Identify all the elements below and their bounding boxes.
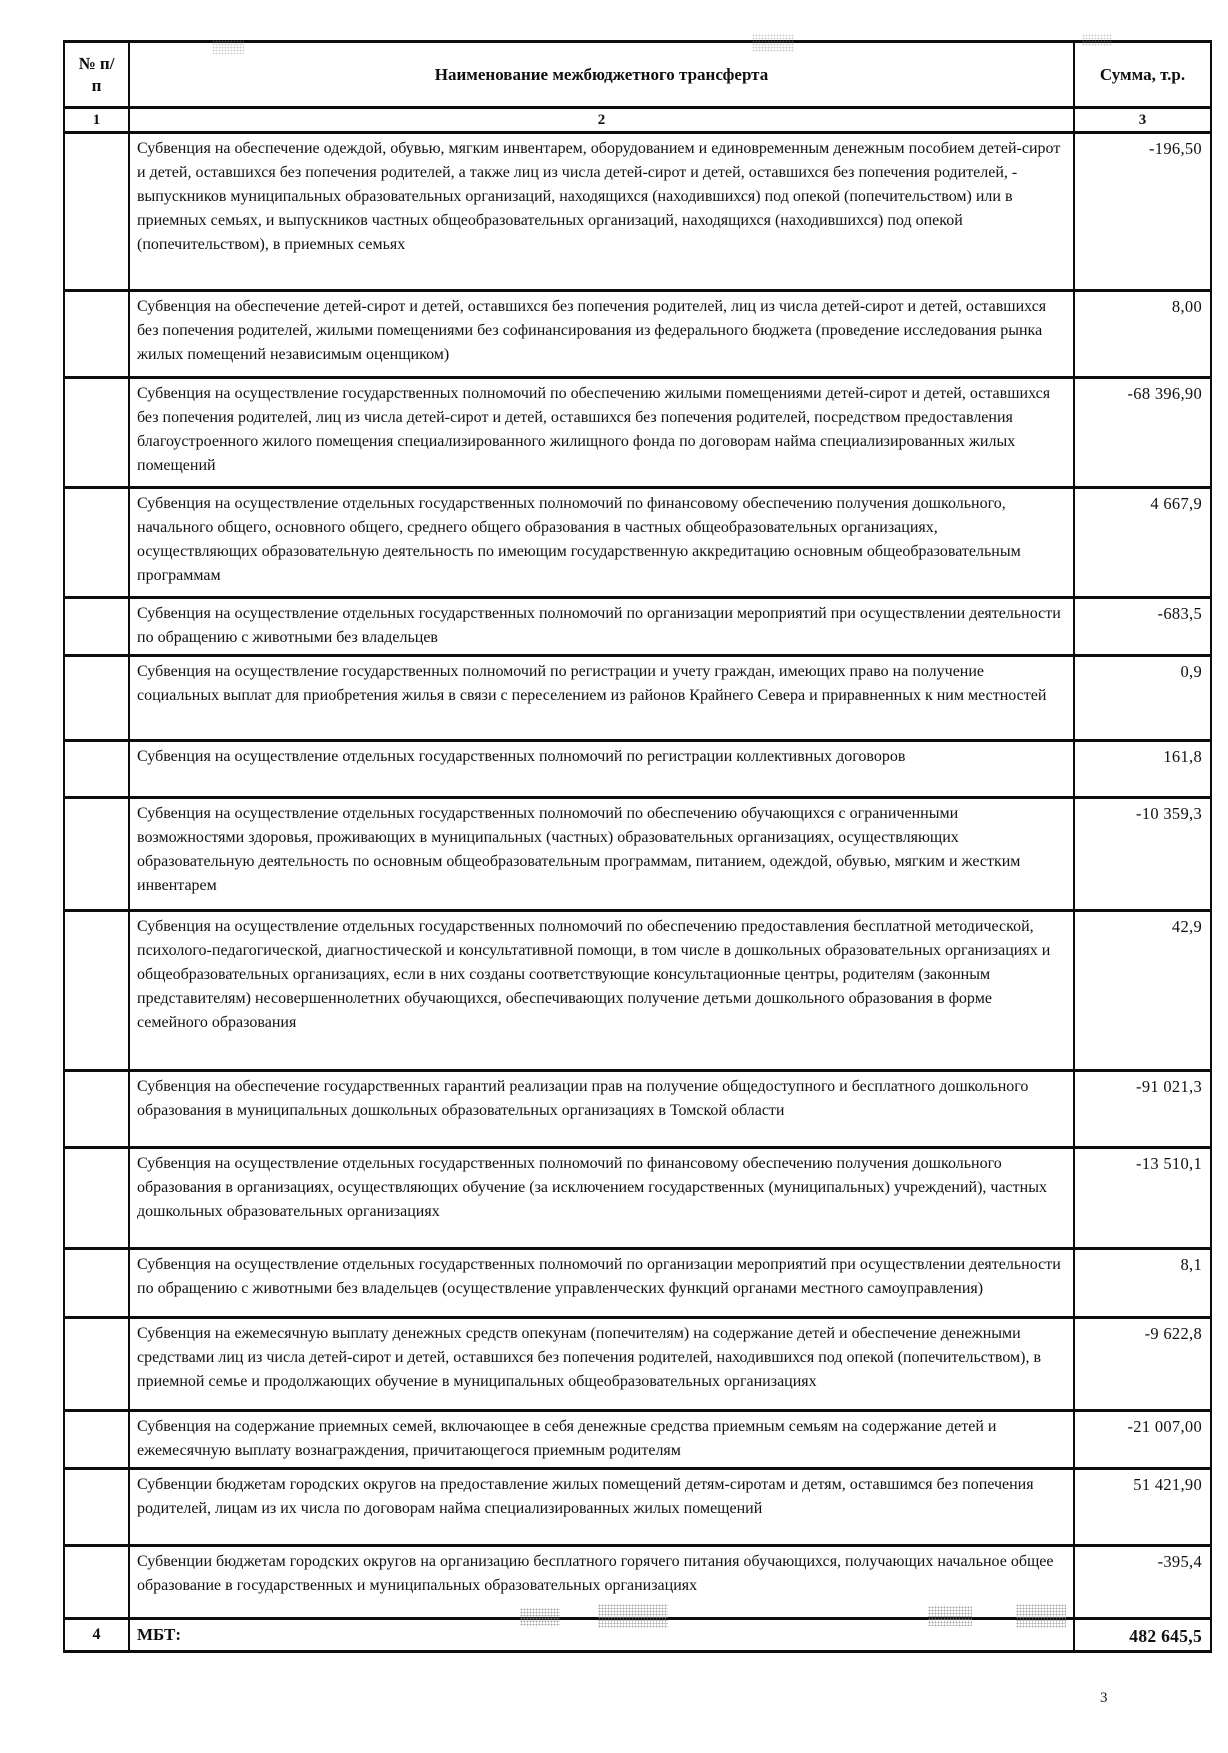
index-cell-3: 3 [1074, 108, 1211, 133]
index-cell-2: 2 [129, 108, 1074, 133]
amount-cell [1074, 1619, 1211, 1652]
transfer-name-cell [129, 378, 1074, 488]
transfer-name: Субвенции бюджетам городских округов на организацию бесплатного горячего питания обучающихся, получающих начальное общее образование в государственных и муниципальных образовательных организациях [137, 1553, 1054, 1594]
amount-value: 8,00 [1171, 297, 1202, 316]
transfer-name-cell [129, 291, 1074, 378]
transfer-name: Субвенция на осуществление отдельных государственных полномочий по регистрации коллективных договоров [137, 748, 906, 765]
amount-value: -196,50 [1149, 139, 1202, 158]
amount-cell [1074, 911, 1211, 1071]
amount-cell [1074, 656, 1211, 741]
amount-value: -683,5 [1157, 604, 1202, 623]
row-number-cell [64, 1619, 129, 1652]
amount-cell [1074, 133, 1211, 291]
row-number-cell [64, 741, 129, 798]
transfer-name-cell [129, 1619, 1074, 1652]
transfer-name-cell [129, 1318, 1074, 1411]
amount-value: 482 645,5 [1129, 1625, 1202, 1646]
transfer-name: Субвенция на осуществление отдельных государственных полномочий по обеспечению обучающихся с ограниченными возможностями здоровья, проживающих в муниципальных (частных) образовательных организациях, осуществляющих образовательную деятельность по основным общеобразовательным программам, питанием, одеждой, обувью, мягким и жестким инвентарем [137, 805, 1021, 894]
amount-cell [1074, 1249, 1211, 1318]
row-number-cell [64, 1469, 129, 1546]
transfer-name-cell [129, 911, 1074, 1071]
table-row [64, 741, 1211, 798]
transfer-name-cell [129, 1469, 1074, 1546]
row-number-cell [64, 911, 129, 1071]
table-row [64, 488, 1211, 598]
table-row [64, 1249, 1211, 1318]
row-number-cell [64, 798, 129, 911]
transfer-name: Субвенция на обеспечение одеждой, обувью, мягким инвентарем, оборудованием и единовременным денежным пособием детей-сирот и детей, оставшихся без попечения родителей, а также лиц из числа детей-сирот и детей, оставшихся без попечения родителей, - выпускников муниципальных образовательных организаций, находящихся (находившихся) под опекой (попечительством) или в приемных семьях, и выпускников частных общеобразовательных организаций, находящихся (находившихся) под опекой (попечительством), в приемных семьях [137, 140, 1061, 253]
amount-value: -91 021,3 [1136, 1077, 1202, 1096]
row-number-cell [64, 598, 129, 656]
amount-value: -13 510,1 [1136, 1154, 1202, 1173]
amount-cell [1074, 1469, 1211, 1546]
amount-value: -21 007,00 [1127, 1417, 1202, 1436]
table-row [64, 1318, 1211, 1411]
amount-cell [1074, 741, 1211, 798]
row-number-cell [64, 1071, 129, 1148]
amount-value: 51 421,90 [1133, 1475, 1202, 1494]
transfer-table [63, 40, 1212, 1653]
transfer-name: Субвенция на осуществление отдельных государственных полномочий по финансовому обеспечению получения дошкольного образования в организациях, осуществляющих обучение (за исключением государственных (муниципальных) учреждений), частных дошкольных образовательных организациях [137, 1155, 1047, 1220]
row-number-cell [64, 1411, 129, 1469]
table-row [64, 1546, 1211, 1619]
transfer-name: Субвенция на осуществление государственных полномочий по обеспечению жилыми помещениями детей-сирот и детей, оставшихся без попечения родителей, лиц из числа детей-сирот и детей, оставшихся без попечения родителей, посредством предоставления благоустроенного жилого помещения специализированного жилищного фонда по договорам найма специализированных жилых помещений [137, 385, 1051, 474]
table-row [64, 656, 1211, 741]
transfer-name: Субвенция на осуществление отдельных государственных полномочий по организации мероприятий при осуществлении деятельности по обращению с животными без владельцев (осуществление управленческих функций органами местного самоуправления) [137, 1256, 1061, 1297]
table-row [64, 911, 1211, 1071]
amount-cell [1074, 1318, 1211, 1411]
amount-cell [1074, 1148, 1211, 1249]
transfer-name-cell [129, 656, 1074, 741]
page-number: 3 [1100, 1690, 1108, 1706]
amount-cell [1074, 488, 1211, 598]
transfer-name: МБТ: [137, 1625, 182, 1644]
row-number: 4 [92, 1626, 101, 1643]
header-row [64, 42, 1211, 108]
header-cell-amount: Сумма, т.р. [1074, 42, 1211, 108]
transfer-name-cell [129, 598, 1074, 656]
row-number-cell [64, 1546, 129, 1619]
table-row [64, 1071, 1211, 1148]
transfer-name: Субвенция на содержание приемных семей, включающее в себя денежные средства приемным семьям на содержание детей и ежемесячную выплату вознаграждения, причитающегося приемным родителям [137, 1418, 997, 1459]
transfer-name-cell [129, 1546, 1074, 1619]
amount-value: -9 622,8 [1144, 1324, 1202, 1343]
transfer-name-cell [129, 1249, 1074, 1318]
transfer-name: Субвенция на осуществление отдельных государственных полномочий по финансовому обеспечению получения дошкольного, начального общего, основного общего, среднего общего образования в частных общеобразовательных организациях, осуществляющих образовательную деятельность по имеющим государственную аккредитацию основным общеобразовательным программам [137, 495, 1021, 584]
row-number-cell [64, 378, 129, 488]
transfer-name: Субвенция на обеспечение детей-сирот и детей, оставшихся без попечения родителей, лиц из числа детей-сирот и детей, оставшихся без попечения родителей, жилыми помещениями без софинансирования из федерального бюджета (проведение исследования рынка жилых помещений независимым оценщиком) [137, 298, 1047, 363]
row-number-cell [64, 488, 129, 598]
table-row [64, 1148, 1211, 1249]
amount-value: 42,9 [1171, 917, 1202, 936]
table-row [64, 1411, 1211, 1469]
table-row [64, 291, 1211, 378]
index-cell-1: 1 [64, 108, 129, 133]
column-index-row [64, 108, 1211, 133]
table-row [64, 798, 1211, 911]
table-row [64, 378, 1211, 488]
transfer-name: Субвенция на осуществление отдельных государственных полномочий по организации мероприятий при осуществлении деятельности по обращению с животными без владельцев [137, 605, 1061, 646]
row-number-cell [64, 1318, 129, 1411]
amount-value: 8,1 [1180, 1255, 1202, 1274]
transfer-name-cell [129, 1071, 1074, 1148]
table-row [64, 1619, 1211, 1652]
amount-value: 161,8 [1163, 747, 1202, 766]
amount-value: -68 396,90 [1127, 384, 1202, 403]
header-cell-number: № п/п [64, 42, 129, 108]
transfer-name: Субвенция на осуществление отдельных государственных полномочий по обеспечению предоставления бесплатной методической, психолого-педагогической, диагностической и консультативной помощи, в том числе в дошкольных образовательных организациях и общеобразовательных организациях, если в них созданы соответствующие консультационные центры, родителям (законным представителям) несовершеннолетних обучающихся, обеспечивающих получение детьми дошкольного образования в форме семейного образования [137, 918, 1051, 1031]
row-number-cell [64, 291, 129, 378]
amount-cell [1074, 291, 1211, 378]
transfer-table-body [64, 133, 1211, 1652]
amount-cell [1074, 1071, 1211, 1148]
transfer-name-cell [129, 488, 1074, 598]
amount-cell [1074, 798, 1211, 911]
transfer-name: Субвенции бюджетам городских округов на предоставление жилых помещений детям-сиротам и детям, оставшимся без попечения родителей, лицам из их числа по договорам найма специализированных жилых помещений [137, 1476, 1034, 1517]
table-header [64, 42, 1211, 133]
transfer-name-cell [129, 741, 1074, 798]
transfer-name: Субвенция на осуществление государственных полномочий по регистрации и учету граждан, имеющих право на получение социальных выплат для приобретения жилья в связи с переселением из районов Крайнего Севера и приравненных к ним местностей [137, 663, 1047, 704]
amount-cell [1074, 1411, 1211, 1469]
amount-value: 0,9 [1180, 662, 1202, 681]
transfer-name: Субвенция на обеспечение государственных гарантий реализации прав на получение общедоступного и бесплатного дошкольного образования в муниципальных дошкольных образовательных организациях в Томской области [137, 1078, 1029, 1119]
amount-value: -10 359,3 [1136, 804, 1202, 823]
amount-value: -395,4 [1157, 1552, 1202, 1571]
row-number-cell [64, 656, 129, 741]
header-cell-name: Наименование межбюджетного трансферта [129, 42, 1074, 108]
row-number-cell [64, 133, 129, 291]
table-row [64, 598, 1211, 656]
transfer-name-cell [129, 1148, 1074, 1249]
amount-cell [1074, 378, 1211, 488]
transfer-name-cell [129, 798, 1074, 911]
table-row [64, 133, 1211, 291]
transfer-name: Субвенция на ежемесячную выплату денежных средств опекунам (попечителям) на содержание детей и обеспечение денежными средствами лиц из числа детей-сирот и детей, оставшихся без попечения родителей, находившихся под опекой (попечительством), в приемной семье и продолжающих обучение в муниципальных общеобразовательных организациях [137, 1325, 1042, 1390]
transfer-name-cell [129, 133, 1074, 291]
amount-cell [1074, 1546, 1211, 1619]
amount-value: 4 667,9 [1150, 494, 1202, 513]
row-number-cell [64, 1249, 129, 1318]
amount-cell [1074, 598, 1211, 656]
transfer-name-cell [129, 1411, 1074, 1469]
row-number-cell [64, 1148, 129, 1249]
table-row [64, 1469, 1211, 1546]
